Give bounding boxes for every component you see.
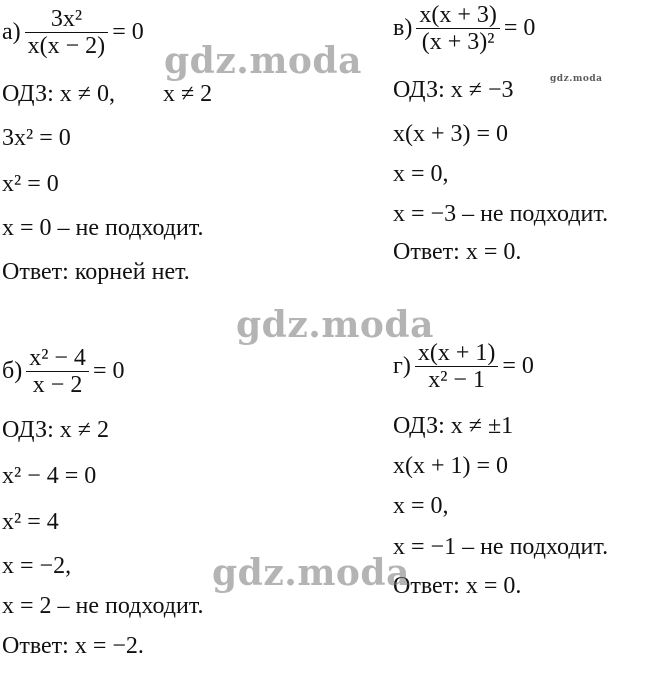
problem-a-rhs: = 0 bbox=[112, 19, 144, 45]
problem-g-equation bbox=[393, 340, 534, 393]
problem-g-odz: ОДЗ: x ≠ ±1 bbox=[393, 413, 514, 439]
problem-v-label: в) bbox=[393, 15, 413, 41]
watermark: gdz.moda bbox=[236, 304, 434, 346]
problem-v-rhs: = 0 bbox=[503, 15, 536, 41]
problem-v-step: x = 0, bbox=[393, 161, 449, 187]
problem-a-fraction bbox=[25, 6, 109, 59]
problem-a-step: 3x² = 0 bbox=[2, 125, 71, 151]
problem-v-step: x = −3 – не подходит. bbox=[393, 201, 609, 227]
problem-b-step: x² − 4 = 0 bbox=[2, 463, 97, 489]
problem-g-answer: Ответ: x = 0. bbox=[393, 573, 522, 599]
problem-a-equation bbox=[2, 6, 144, 59]
problem-v-equation bbox=[393, 2, 535, 55]
problem-a-step: x² = 0 bbox=[2, 171, 59, 197]
problem-v-step: x(x + 3) = 0 bbox=[393, 121, 509, 147]
problem-a-answer: Ответ: корней нет. bbox=[2, 259, 190, 285]
problem-b-equation bbox=[2, 345, 124, 398]
problem-b-label: б) bbox=[2, 358, 23, 384]
problem-g-fraction bbox=[415, 340, 499, 393]
problem-g-label: г) bbox=[393, 353, 411, 379]
problem-b-denominator: x − 2 bbox=[32, 372, 83, 398]
problem-a-numerator: 3x² bbox=[50, 6, 83, 32]
problem-g-step: x = −1 – не подходит. bbox=[393, 534, 609, 560]
problem-a-step: x = 0 – не подходит. bbox=[2, 215, 204, 241]
problem-b-step: x = −2, bbox=[2, 553, 72, 579]
problem-v-denominator: (x + 3)² bbox=[421, 29, 495, 55]
problem-b-fraction bbox=[26, 345, 89, 398]
problem-v-answer: Ответ: x = 0. bbox=[393, 239, 522, 265]
problem-b-step: x = 2 – не подходит. bbox=[2, 593, 204, 619]
problem-a-odz: ОДЗ: x ≠ 0, x ≠ 2 bbox=[2, 81, 213, 107]
problem-g-step: x = 0, bbox=[393, 493, 449, 519]
problem-g-denominator: x² − 1 bbox=[428, 367, 485, 393]
problem-b-answer: Ответ: x = −2. bbox=[2, 633, 144, 659]
problem-g-numerator: x(x + 1) bbox=[417, 340, 496, 366]
problem-v-odz: ОДЗ: x ≠ −3 bbox=[393, 77, 514, 103]
problem-g-step: x(x + 1) = 0 bbox=[393, 453, 509, 479]
problem-v-numerator: x(x + 3) bbox=[419, 2, 497, 28]
problem-b-numerator: x² − 4 bbox=[29, 345, 86, 371]
watermark: gdz.moda bbox=[164, 40, 362, 82]
watermark: gdz.moda bbox=[212, 552, 410, 594]
problem-b-rhs: = 0 bbox=[92, 358, 125, 384]
problem-v-fraction bbox=[416, 2, 500, 55]
watermark: gdz.moda bbox=[550, 74, 603, 84]
problem-b-odz: ОДЗ: x ≠ 2 bbox=[2, 417, 109, 443]
problem-a-denominator: x(x − 2) bbox=[27, 33, 106, 59]
problem-b-step: x² = 4 bbox=[2, 509, 59, 535]
problem-g-rhs: = 0 bbox=[502, 353, 534, 379]
problem-a-label: а) bbox=[2, 19, 21, 45]
